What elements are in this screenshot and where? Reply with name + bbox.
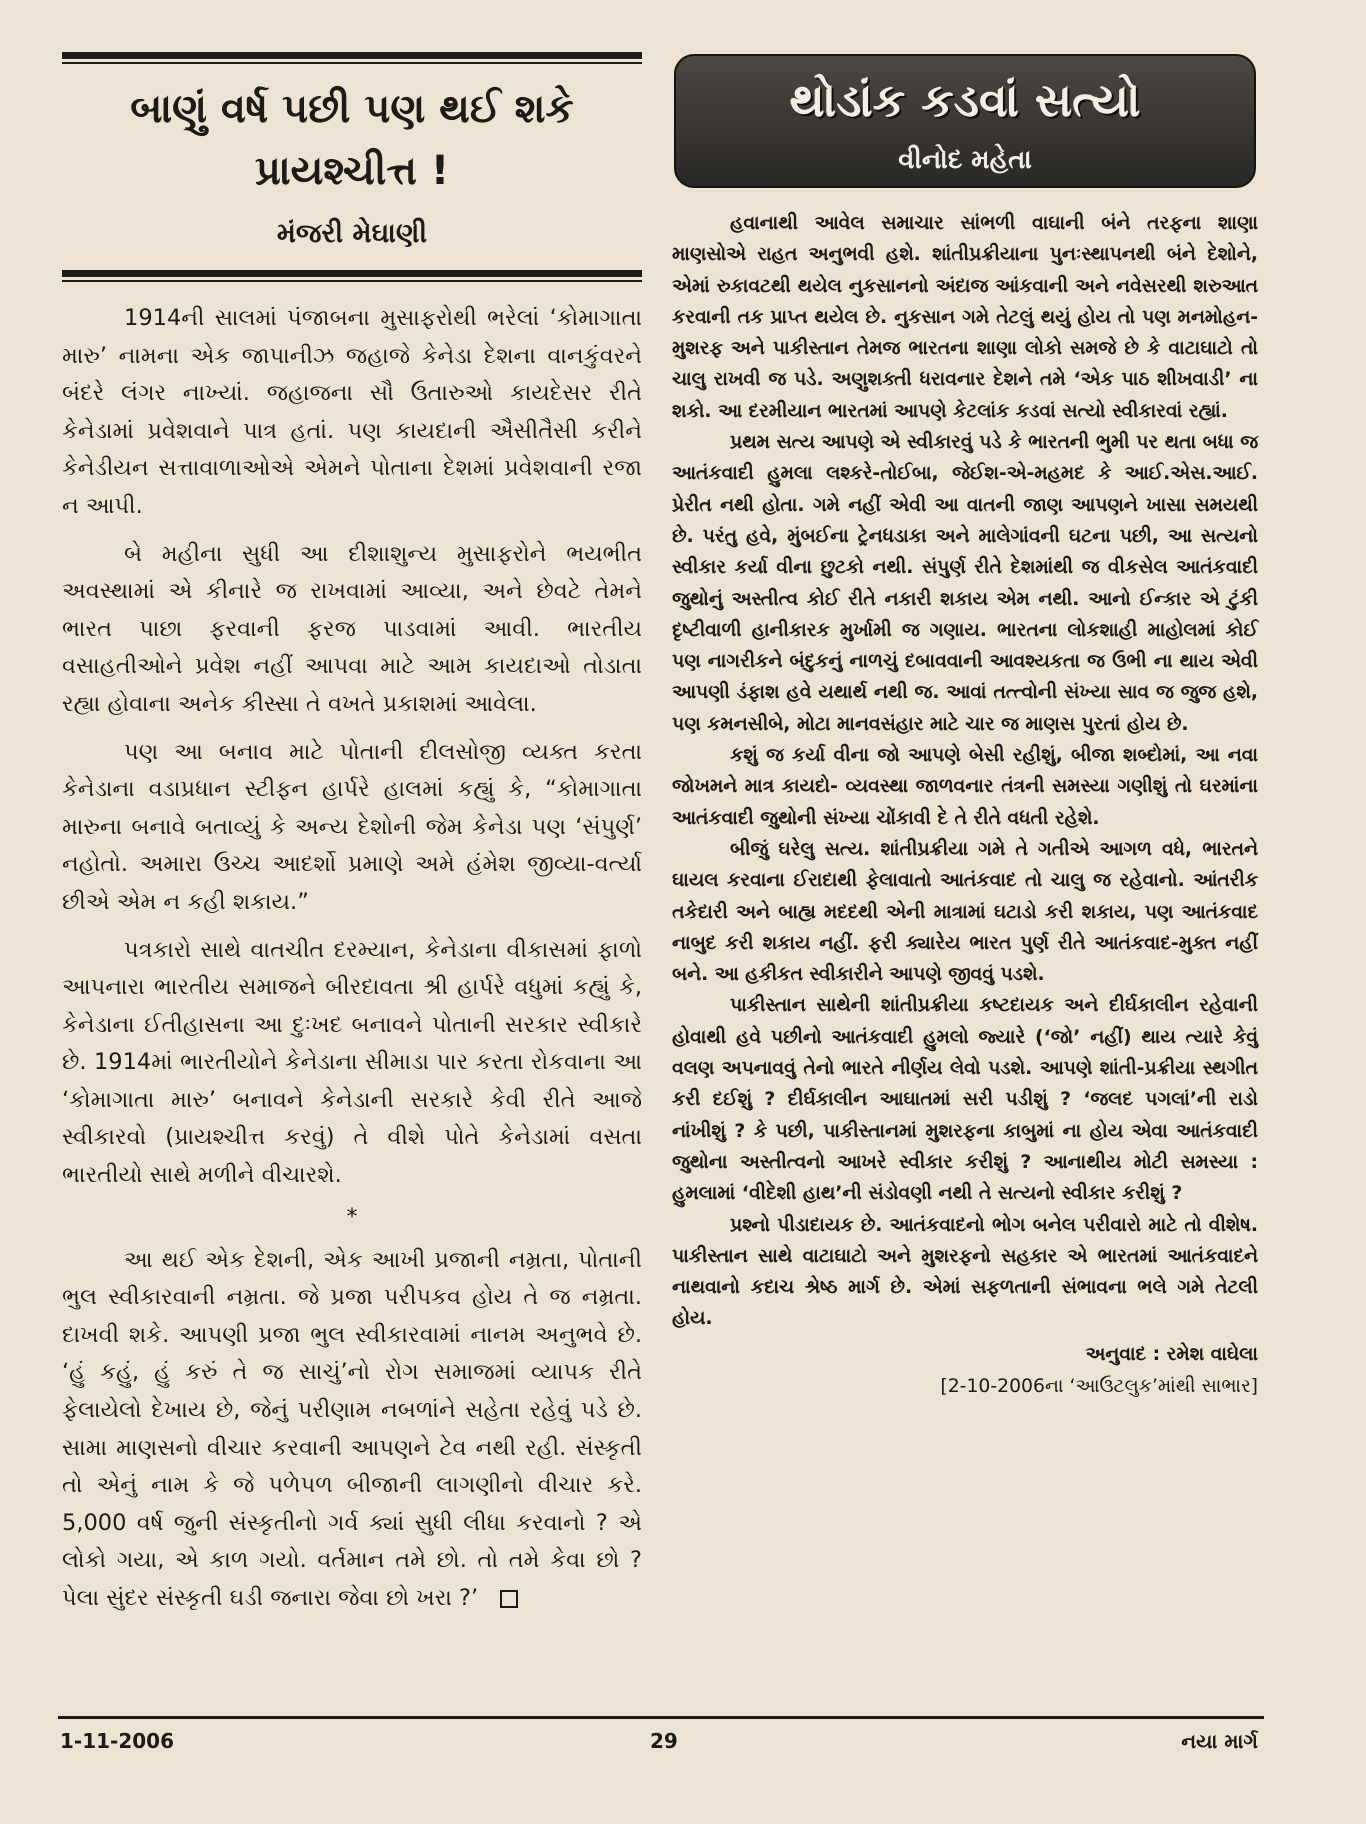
source-note: [2-10-2006ના ‘આઉટલુક’માંથી સાભાર] xyxy=(940,1375,1258,1397)
column-banner xyxy=(674,54,1256,188)
paragraph: પણ આ બનાવ માટે પોતાની દીલસોજી વ્યક્ત કરતા કેનેડાના વડાપ્રધાન સ્ટીફન હાર્પરે હાલમાં કહ્યું કે, “કોમાગાતા મારુના બનાવે બતાવ્યું કે અન્ય દેશોની જેમ કેનેડા પણ ‘સંપુર્ણ’ નહોતો. અમારા ઉચ્ચ આદર્શો પ્રમાણે અમે હંમેશ જીવ્યા-વર્ત્યા છીએ એમ ન કહી શકાય.” xyxy=(62,738,642,915)
footer-rule xyxy=(58,1716,1264,1719)
right-article xyxy=(672,54,1258,1403)
top-rule xyxy=(62,52,642,59)
paragraph: બીજું ઘરેલુ સત્ય. શાંતીપ્રક્રીયા ગમે તે ગતીએ આગળ વધે, ભારતને ઘાયલ કરવાના ઈરાદાથી ફેલાવાતો આતંકવાદ તો ચાલુ જ રહેવાનો. આંતરીક તકેદારી અને બાહ્ય મદદથી એની માત્રામાં ઘટાડો કરી શકાય, પણ આતંકવાદ નાબુદ કરી શકાય નહીં. ફરી ક્યારેય ભારત પુર્ણ રીતે આતંકવાદ-મુક્ત નહીં બને. આ હકીકત સ્વીકારીને આપણે જીવવું પડશે. xyxy=(672,838,1258,986)
paragraph: બે મહીના સુધી આ દીશાશુન્ય મુસાફરોને ભયભીત અવસ્થામાં એ કીનારે જ રાખવામાં આવ્યા, અને છેવટે તેમને ભારત પાછા ફરવાની ફરજ પાડવામાં આવી. ભારતીય વસાહતીઓને પ્રવેશ નહીં આપવા માટે આમ કાયદાઓ તોડાતા રહ્યા હોવાના અનેક કીસ્સા તે વખતે પ્રકાશમાં આવેલા. xyxy=(62,540,642,717)
banner-author: વીનોદ મહેતા xyxy=(898,145,1032,175)
closing-paragraph xyxy=(62,1242,642,1618)
column-body xyxy=(672,208,1258,1403)
publication-name: નયા માર્ગ xyxy=(1181,1729,1258,1753)
footer-row xyxy=(58,1729,1264,1769)
translator-credit: અનુવાદ : રમેશ વાઘેલા xyxy=(1085,1343,1258,1365)
article-title-line-2: પ્રાયશ્ચીત્ત ! xyxy=(254,148,450,194)
article-title xyxy=(62,78,642,202)
article-author: મંજરી મેઘાણી xyxy=(276,218,428,249)
author-rule-thin xyxy=(62,280,642,282)
end-mark-icon xyxy=(500,1590,518,1608)
paragraph: હવાનાથી આવેલ સમાચાર સાંભળી વાઘાની બંને તરફના શાણા માણસોએ રાહત અનુભવી હશે. શાંતીપ્રક્રીયાના પુનઃસ્થાપનથી બંને દેશોને, એમાં રુકાવટથી થયેલ નુકસાનનો અંદાજ આંકવાની અને નવેસરથી શરુઆત કરવાની તક પ્રાપ્ત થયેલ છે. નુકસાન ગમે તેટલું થયું હોય તો પણ મનમોહન-મુશરફ અને પાકીસ્તાન તેમજ ભારતના શાણા લોકો સમજે છે કે વાટાઘાટો તો ચાલુ રાખવી જ પડે. અણુશક્તી ધરાવનાર દેશને તમે ‘એક પાઠ શીખવાડી’ ના શકો. આ દરમીયાન ભારતમાં આપણે કેટલાંક કડવાં સત્યો સ્વીકારવાં રહ્યાં. xyxy=(672,213,1258,422)
page-number: 29 xyxy=(650,1729,678,1753)
paragraph: પત્રકારો સાથે વાતચીત દરમ્યાન, કેનેડાના વીકાસમાં ફાળો આપનારા ભારતીય સમાજને બીરદાવતા શ્રી હાર્પરે વધુમાં કહ્યું કે, કેનેડાના ઈતીહાસના આ દુઃખદ બનાવને પોતાની સરકાર સ્વીકારે છે. 1914માં ભારતીયોને કેનેડાના સીમાડા પાર કરતા રોકવાના આ ‘કોમાગાતા મારુ’ બનાવને કેનેડાની સરકારે કેવી રીતે આજે સ્વીકારવો (પ્રાયશ્ચીત્ત કરવું) તે વીશે પોતે કેનેડામાં વસતા ભારતીયો સાથે મળીને વીચારશે. xyxy=(62,936,642,1189)
banner-title: થોડાંક કડવાં સત્યો xyxy=(789,73,1141,127)
left-article xyxy=(62,52,642,1628)
top-rule-thin xyxy=(62,62,642,64)
issue-date: 1-11-2006 xyxy=(60,1729,175,1753)
section-separator: * xyxy=(346,1204,358,1230)
paragraph: 1914ની સાલમાં પંજાબના મુસાફરોથી ભરેલાં ‘કોમાગાતા મારુ’ નામના એક જાપાનીઝ જહાજે કેનેડા દેશના વાનકુંવરને બંદરે લંગર નાખ્યાં. જહાજના સૌ ઉતારુઓ કાયદેસર રીતે કેનેડામાં પ્રવેશવાને પાત્ર હતાં. પણ કાયદાની ઐસીતૈસી કરીને કેનેડીયન સત્તાવાળાઓએ એમને પોતાના દેશમાં પ્રવેશવાની રજા ન આપી. xyxy=(62,305,642,519)
closing-paragraph-text: આ થઈ એક દેશની, એક આખી પ્રજાની નમ્રતા, પોતાની ભુલ સ્વીકારવાની નમ્રતા. જે પ્રજા પરીપકવ હોય તે જ નમ્રતા. દાખવી શકે. આપણી પ્રજા ભુલ સ્વીકારવામાં નાનમ અનુભવે છે. ‘હું કહું, હું કરું તે જ સાચું’નો રોગ સમાજમાં વ્યાપક રીતે ફેલાયેલો દેખાય છે, જેનું પરીણામ નબળાંને સહેતા રહેવું પડે છે. સામા માણસનો વીચાર કરવાની આપણને ટેવ નથી રહી. સંસ્કૃતી તો એનું નામ કે જે પળેપળ બીજાની લાગણીનો વીચાર કરે. 5,000 વર્ષ જુની સંસ્કૃતીનો ગર્વ ક્યાં સુધી લીધા કરવાનો ? એ લોકો ગયા, એ કાળ ગયો. વર્તમાન તમે છો. તો તમે કેવા છો ? પેલા સુંદર સંસ્કૃતી ઘડી જનારા જેવા છો ખરા ?’ xyxy=(62,1246,642,1611)
paragraph: પ્રથમ સત્ય આપણે એ સ્વીકારવું પડે કે ભારતની ભુમી પર થતા બધા જ આતંકવાદી હુમલા લશ્કરે-તોઈબા, જેઈશ-એ-મહમદ કે આઈ.એસ.આઈ. પ્રેરીત નથી હોતા. ગમે નહીં એવી આ વાતની જાણ આપણને ખાસા સમયથી છે. પરંતુ હવે, મુંબઈના ટ્રેનધડાકા અને માલેગાંવની ઘટના પછી, આ સત્યનો સ્વીકાર કર્યા વીના છુટકો નથી. સંપુર્ણ રીતે દેશમાંથી જ વીકસેલ આતંકવાદી જુથોનું અસ્તીત્વ કોઈ રીતે નકારી શકાય એમ નથી. આનો ઈન્કાર એ ટુંકી દૃષ્ટીવાળી હાનીકારક મુર્ખામી જ ગણાય. ભારતના લોકશાહી માહોલમાં કોઈ પણ નાગરીકને બંદુકનું નાળચું દબાવવાની આવશ્યકતા જ ઉભી ના થાય એવી આપણી ડંફાશ હવે યથાર્થ નથી જ. આવાં તત્ત્વોની સંખ્યા સાવ જ જુજ હશે, પણ કમનસીબે, મોટા માનવસંહાર માટે ચાર જ માણસ પુરતાં હોય છે. xyxy=(672,432,1258,735)
paragraph: પાકીસ્તાન સાથેની શાંતીપ્રક્રીયા કષ્ટદાયક અને દીર્ઘકાલીન રહેવાની હોવાથી હવે પછીનો આતંકવાદી હુમલો જ્યારે (‘જો’ નહીં) થાય ત્યારે કેવું વલણ અપનાવવું તેનો ભારતે નીર્ણય લેવો પડશે. આપણે શાંતી-પ્રક્રીયા સ્થગીત કરી દઈશું ? દીર્ઘકાલીન આઘાતમાં સરી પડીશું ? ‘જલદ પગલાં’ની રાડો નાંખીશું ? કે પછી, પાકીસ્તાનમાં મુશરફના કાબુમાં ના હોય એવા આતંકવાદી જુથોના અસ્તીત્વનો આખરે સ્વીકાર કરીશું ? આનાથીય મોટી સમસ્યા : હુમલામાં ‘વીદેશી હાથ’ની સંડોવણી નથી તે સત્યનો સ્વીકાર કરીશું ? xyxy=(672,995,1258,1205)
article-title-line-1: બાણું વર્ષ પછી પણ થઈ શકે xyxy=(130,86,574,132)
page-footer xyxy=(58,1716,1264,1769)
article-body xyxy=(62,300,642,1618)
author-rule xyxy=(62,270,642,277)
paragraph: કશું જ કર્યા વીના જો આપણે બેસી રહીશું, બીજા શબ્દોમાં, આ નવા જોખમને માત્ર કાયદો- વ્યવસ્થા જાળવનાર તંત્રની સમસ્યા ગણીશું તો ઘરમાંના આતંકવાદી જુથોની સંખ્યા ચોંકાવી દે તે રીતે વધતી રહેશે. xyxy=(672,745,1258,829)
paragraph: પ્રશ્નો પીડાદાયક છે. આતંકવાદનો ભોગ બનેલ પરીવારો માટે તો વીશેષ. પાકીસ્તાન સાથે વાટાઘાટો અને મુશરફનો સહકાર એ ભારતમાં આતંકવાદને નાથવાનો કદાચ શ્રેષ્ઠ માર્ગ છે. એમાં સફળતાની સંભાવના ભલે ગમે તેટલી હોય. xyxy=(672,1214,1258,1330)
